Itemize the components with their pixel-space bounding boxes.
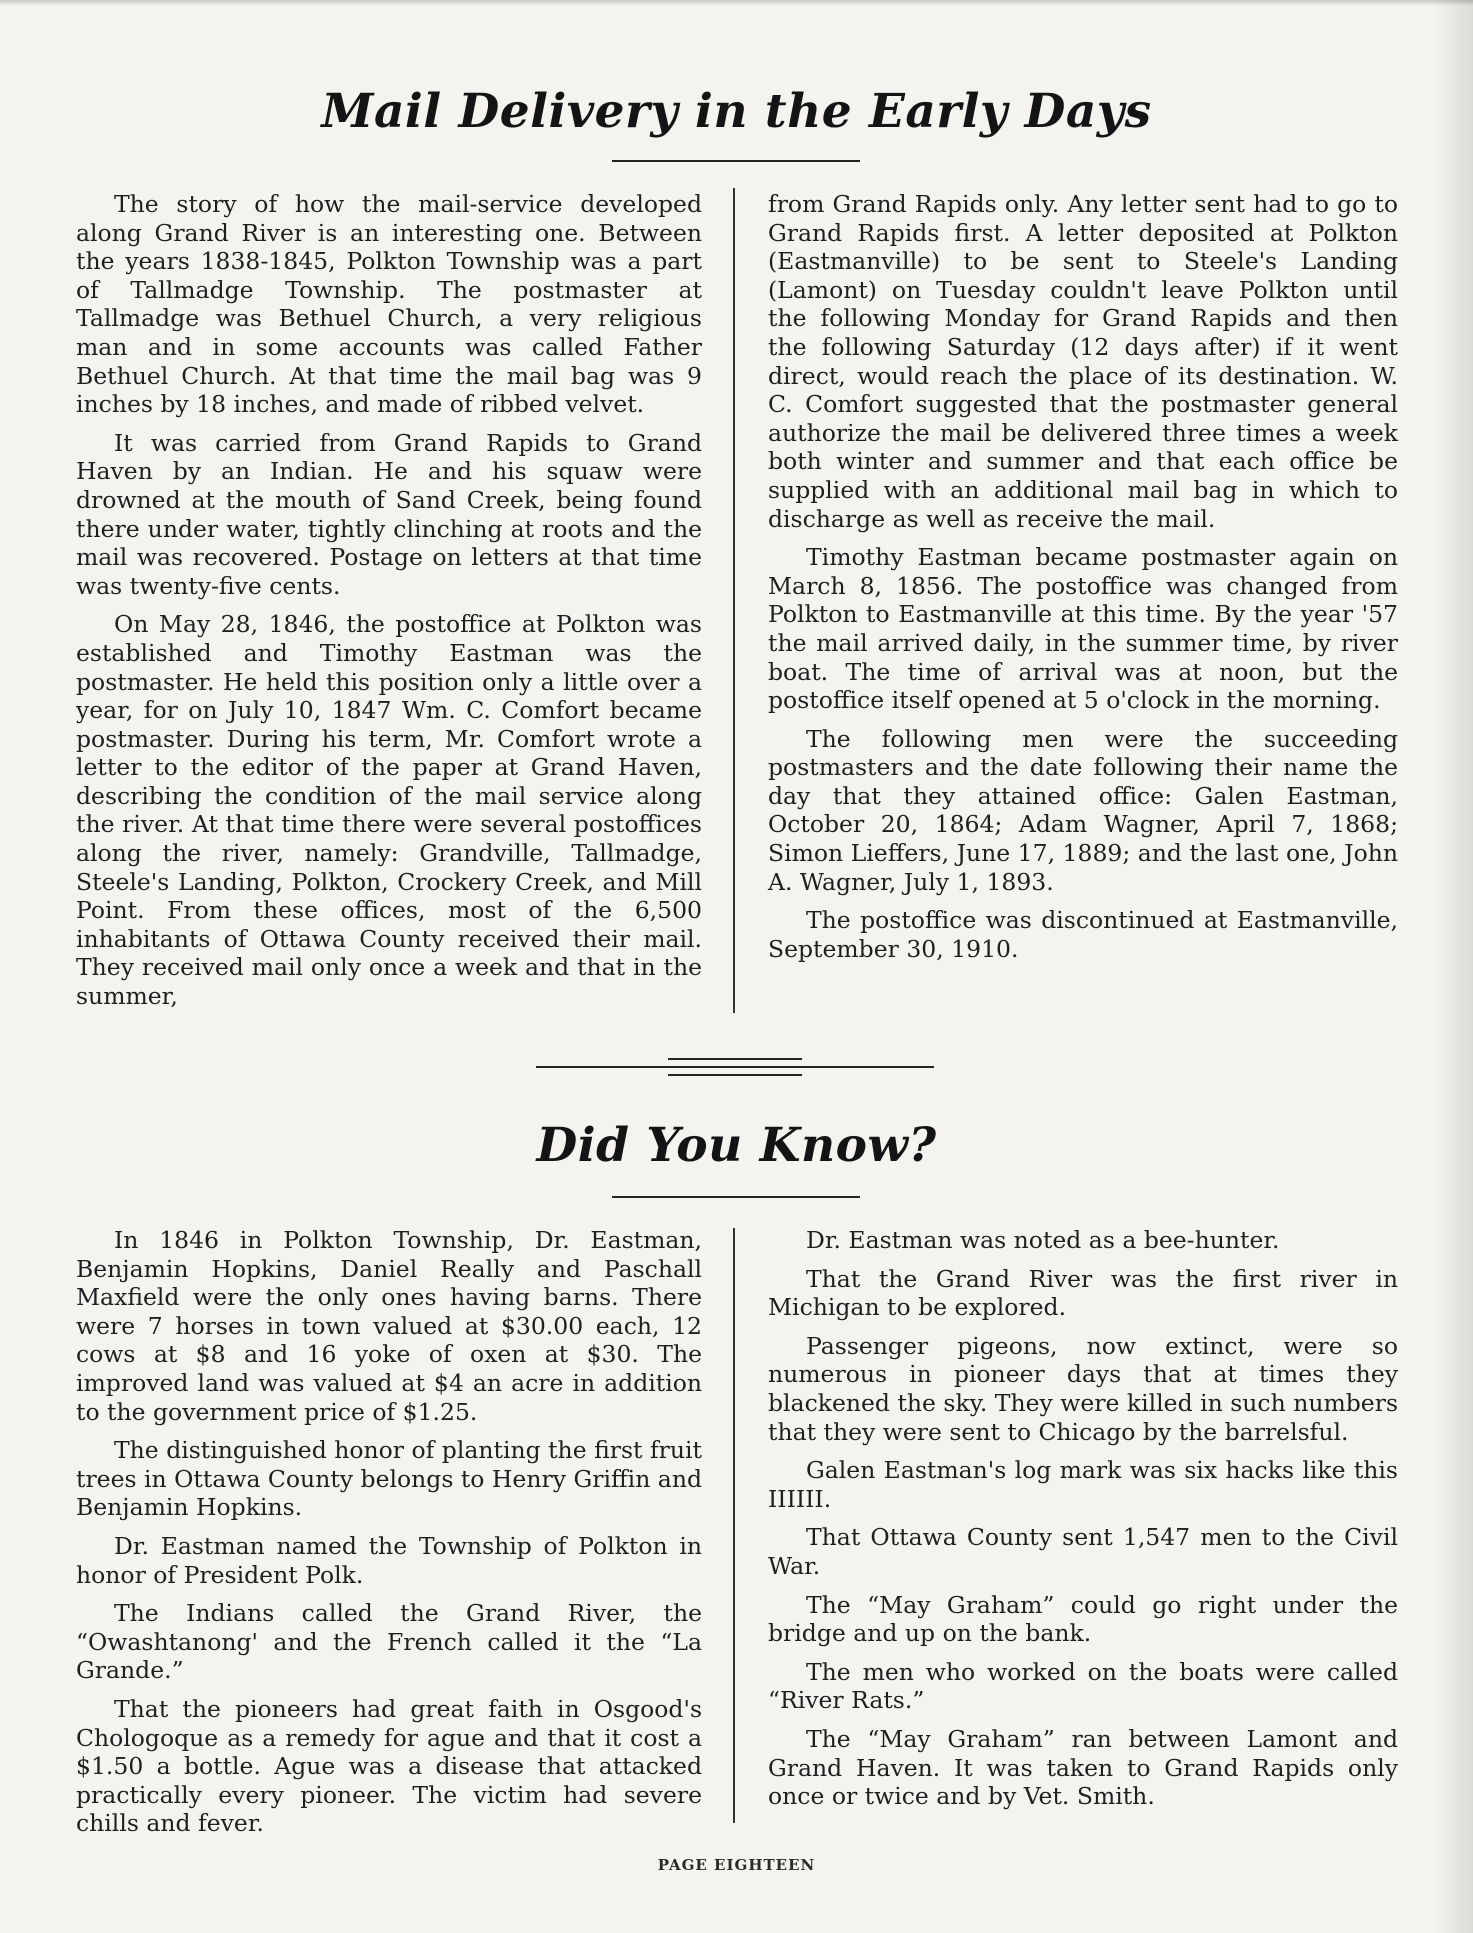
paragraph: The “May Graham” ran between Lamont and Grand Haven. It was taken to Grand Rapids only once or twice and by Vet. Smith. bbox=[768, 1724, 1398, 1811]
paragraph: In 1846 in Polkton Township, Dr. Eastman, Benjamin Hopkins, Daniel Really and Paschall Maxfield were the only ones having barns. There were 7 horses in town valued at $30.00 each, 12 cows at $8 and 16 yoke of oxen at $30. The improved land was valued at $4 an acre in addition to the government price of $1.25. bbox=[76, 1226, 702, 1426]
column-divider bbox=[733, 1228, 735, 1823]
paragraph: The following men were the succeeding postmasters and the date following their name the day that they attained office: Galen Eastman, October 20, 1864; Adam Wagner, April 7, 1868; Simon Lieffers, June 17, 1889; and the last one, John A. Wagner, July 1, 1893. bbox=[768, 724, 1398, 896]
paragraph: The Indians called the Grand River, the “Owashtanong' and the French called it the “La Grande.” bbox=[76, 1599, 702, 1685]
paragraph: Passenger pigeons, now extinct, were so numerous in pioneer days that at times they blackened the sky. They were killed in such numbers that they were sent to Chicago by the barrelsful. bbox=[768, 1331, 1398, 1446]
paragraph: The postoffice was discontinued at Eastmanville, September 30, 1910. bbox=[768, 906, 1398, 963]
page-edge-shadow bbox=[0, 0, 1473, 6]
paragraph: The “May Graham” could go right under the bridge and up on the bank. bbox=[768, 1590, 1398, 1648]
article1-title: Mail Delivery in the Early Days bbox=[321, 84, 1152, 139]
paragraph: That the pioneers had great faith in Osgood's Chologoque as a remedy for ague and that it cost a $1.50 a bottle. Ague was a disease that attacked practically every pioneer. The victim had severe chills and fever. bbox=[76, 1694, 702, 1838]
paragraph: from Grand Rapids only. Any letter sent had to go to Grand Rapids first. A letter deposited at Polkton (Eastmanville) to be sent to Steele's Landing (Lamont) on Tuesday couldn't leave Polkton until the following Monday for Grand Rapids and then the following Saturday (12 days after) if it went direct, would reach the place of its destination. W. C. Comfort suggested that the postmaster general authorize the mail be delivered three times a week both winter and summer and that each office be supplied with an additional mail bag in which to discharge as well as receive the mail. bbox=[768, 190, 1398, 533]
page-gutter-shadow bbox=[1433, 0, 1473, 1933]
section-separator-line bbox=[536, 1066, 934, 1068]
paragraph: It was carried from Grand Rapids to Grand Haven by an Indian. He and his squaw were drowned at the mouth of Sand Creek, being found there under water, tightly clinching at roots and the mail was recovered. Postage on letters at that time was twenty-five cents. bbox=[76, 428, 702, 600]
paragraph: Galen Eastman's log mark was six hacks like this IIIIII. bbox=[768, 1456, 1398, 1513]
section-separator-line bbox=[668, 1058, 802, 1060]
paragraph: The men who worked on the boats were called “River Rats.” bbox=[768, 1657, 1398, 1715]
article2-title: Did You Know? bbox=[536, 1118, 937, 1173]
column-divider bbox=[733, 188, 735, 1013]
title-underline bbox=[612, 160, 860, 162]
article1-right-column bbox=[768, 190, 1398, 973]
paragraph: Dr. Eastman was noted as a bee-hunter. bbox=[806, 1226, 1280, 1254]
paragraph: Timothy Eastman became postmaster again on March 8, 1856. The postoffice was changed from Polkton to Eastmanville at this time. By the year '57 the mail arrived daily, in the summer time, by river boat. The time of arrival was at noon, but the postoffice itself opened at 5 o'clock in the morning. bbox=[768, 543, 1398, 715]
paragraph: That Ottawa County sent 1,547 men to the Civil War. bbox=[768, 1523, 1398, 1580]
paragraph: The distinguished honor of planting the first fruit trees in Ottawa County belongs to Henry Griffin and Benjamin Hopkins. bbox=[76, 1436, 702, 1522]
paragraph: On May 28, 1846, the postoffice at Polkton was established and Timothy Eastman was the postmaster. He held this position only a little over a year, for on July 10, 1847 Wm. C. Comfort became postmaster. During his term, Mr. Comfort wrote a letter to the editor of the paper at Grand Haven, describing the condition of the mail service along the river. At that time there were several postoffices along the river, namely: Grandville, Tallmadge, Steele's Landing, Polkton, Crockery Creek, and Mill Point. From these offices, most of the 6,500 inhabitants of Ottawa County received their mail. They received mail only once a week and that in the summer, bbox=[76, 610, 702, 1011]
paragraph: Dr. Eastman named the Township of Polkton in honor of President Polk. bbox=[76, 1531, 702, 1589]
title-underline bbox=[612, 1196, 860, 1198]
article2-left-column bbox=[76, 1226, 702, 1848]
paragraph: That the Grand River was the first river in Michigan to be explored. bbox=[768, 1264, 1398, 1322]
page-number: PAGE EIGHTEEN bbox=[657, 1856, 816, 1874]
section-separator-line bbox=[668, 1074, 802, 1076]
paragraph: The story of how the mail-service developed along Grand River is an interesting one. Between the years 1838-1845, Polkton Township was a part of Tallmadge Township. The postmaster at Tallmadge was Bethuel Church, a very religious man and in some accounts was called Father Bethuel Church. At that time the mail bag was 9 inches by 18 inches, and made of ribbed velvet. bbox=[76, 190, 702, 419]
article1-left-column bbox=[76, 190, 702, 1021]
article2-right-column bbox=[768, 1226, 1398, 1821]
